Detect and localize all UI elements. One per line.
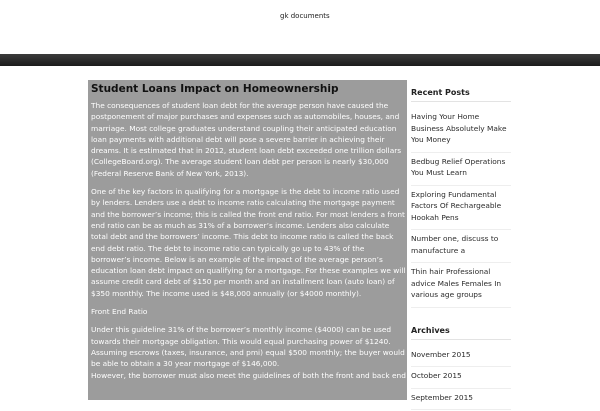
recent-posts-list <box>411 109 511 308</box>
archive-link[interactable]: November 2015 <box>411 347 511 368</box>
archive-link[interactable]: September 2015 <box>411 390 511 411</box>
recent-post-link[interactable]: Exploring Fundamental Factors Of Rechargeable Hookah Pens <box>411 187 511 231</box>
recent-post-link[interactable]: Number one, discuss to manufacture a <box>411 231 511 263</box>
article <box>88 80 407 400</box>
article-body <box>91 100 406 388</box>
recent-posts-title: Recent Posts <box>411 80 511 102</box>
article-title[interactable]: Student Loans Impact on Homeownership <box>91 83 339 95</box>
recent-post-link[interactable]: Thin hair Professional advice Males Females In various age groups <box>411 264 511 308</box>
site-header <box>0 0 600 54</box>
article-paragraph: However, the borrower must also meet the guidelines of both the front and back end <box>91 370 406 380</box>
site-title[interactable]: gk documents <box>280 12 330 20</box>
recent-post-link[interactable]: Having Your Home Business Absolutely Make You Money <box>411 109 511 153</box>
article-paragraph: One of the key factors in qualifying for a mortgage is the debt to income ratio used by lenders. Lenders use a debt to income ratio calculating the mortgage payment and the borrower’s income; this is called the front end ratio. For most lenders a front end ratio can be as much as 31% of a borrower’s income. Lenders also calculate total debt and the borrowers’ income. This debt to income ratio is called the back end debt ratio. The debt to income ratio can typically go up to 43% of the borrower’s income. Below is an example of the impact of the average person’s education loan debt impact on qualifying for a mortgage. For these examples we will assume credit card debt of $150 per month and an installment loan (auto loan) of $350 monthly. The income used is $48,000 annually (or $4000 monthly). <box>91 187 406 298</box>
recent-post-link[interactable]: Bedbug Relief Operations You Must Learn <box>411 154 511 186</box>
archive-link[interactable]: October 2015 <box>411 368 511 389</box>
sidebar <box>411 80 511 411</box>
archives-list <box>411 347 511 411</box>
article-paragraph: The consequences of student loan debt for the average person have caused the postponement of major purchases and expenses such as automobiles, houses, and marriage. Most college graduates understand coupling their anticipated education loan payments with additional debt will pose a severe barrier in achieving their dreams. It is estimated that in 2012, student loan debt exceeded one trillion dollars (CollegeBoard.org). The average student loan debt per person is nearly $30,000 (Federal Reserve Bank of New York, 2013). <box>91 101 402 178</box>
archives-title: Archives <box>411 318 511 340</box>
section-heading-front-end-ratio: Front End Ratio <box>91 307 148 317</box>
article-paragraph: Under this guideline 31% of the borrower’s monthly income ($4000) can be used towards their mortgage obligation. This would equal purchasing power of $1240. Assuming escrows (taxes, insurance, and pmi) equal $500 monthly; the buyer would be able to obtain a 30 year mortgage of $146,000. <box>91 325 405 369</box>
nav-bar <box>0 54 600 66</box>
